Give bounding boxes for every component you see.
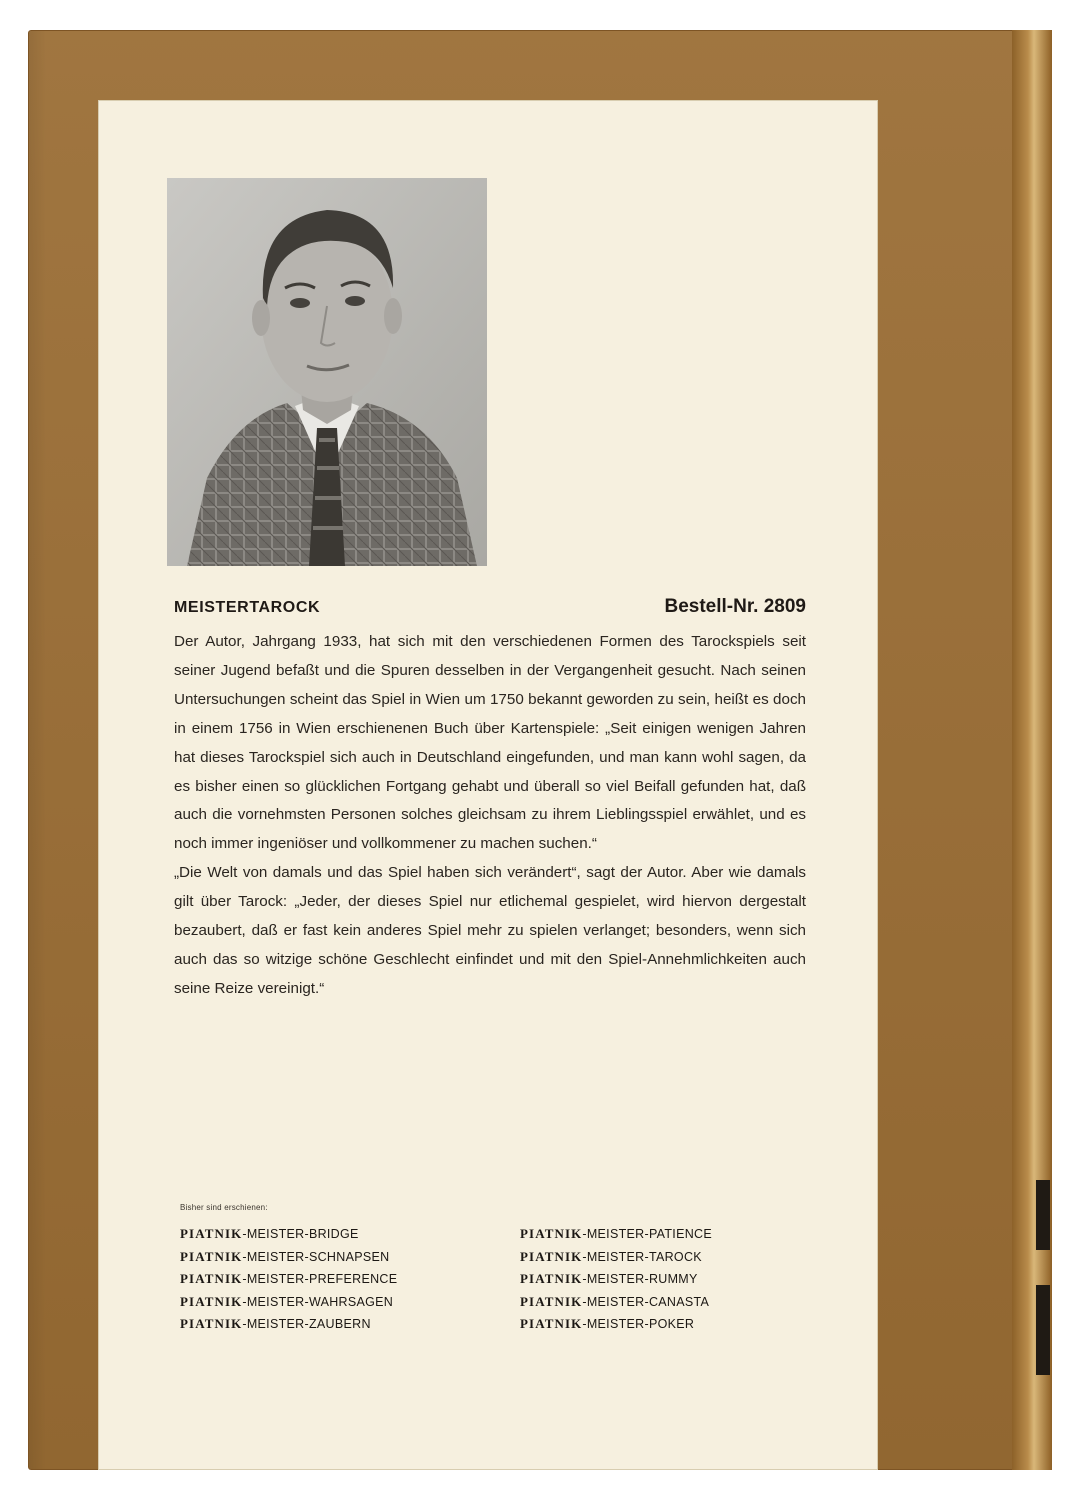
series-list bbox=[180, 1226, 820, 1332]
spine-label-mark bbox=[1036, 1285, 1050, 1375]
brand-name: PIATNIK bbox=[180, 1226, 243, 1241]
series-item bbox=[520, 1226, 820, 1242]
series-title: -MEISTER-RUMMY bbox=[582, 1272, 698, 1286]
description-text bbox=[174, 628, 806, 1004]
series-title: -MEISTER-SCHNAPSEN bbox=[242, 1249, 390, 1264]
brand-name: PIATNIK bbox=[520, 1248, 583, 1264]
series-title: -MEISTER-TAROCK bbox=[582, 1249, 702, 1264]
series-item bbox=[180, 1316, 520, 1332]
series-title: -MEISTER-WAHRSAGEN bbox=[242, 1294, 394, 1309]
description-paragraph: Der Autor, Jahrgang 1933, hat sich mit den verschiedenen Formen des Tarockspiels seit seiner Jugend befaßt und die Spuren desselben in der Vergangenheit gesucht. Nach seinen Untersuchungen scheint das Spiel in Wien um 1750 bekannt geworden zu sein, heißt es doch in einem 1756 in Wien erschienenen Buch über Kartenspiele: „Seit einigen wenigen Jahren hat dieses Tarockspiel sich auch in Deutschland eingefunden, und man kann wohl sagen, da es bisher einen so glücklichen Fortgang gehabt und überall so viel Beifall gefunden hat, daß auch die vornehmsten Personen solches gleichsam zu ihrem Lieblingsspiel erwählet, und es noch immer ingeniöser und vollkommener zu machen suchen.“ bbox=[174, 633, 806, 853]
brand-name: PIATNIK bbox=[180, 1271, 243, 1286]
series-label: Bisher sind erschienen: bbox=[180, 1203, 268, 1212]
brand-name: PIATNIK bbox=[180, 1248, 243, 1264]
series-item bbox=[180, 1249, 520, 1265]
series-item bbox=[520, 1249, 820, 1265]
series-title: -MEISTER-PATIENCE bbox=[582, 1227, 713, 1241]
series-item bbox=[520, 1294, 820, 1310]
brand-name: PIATNIK bbox=[180, 1293, 243, 1309]
series-item bbox=[180, 1226, 520, 1242]
cover-text-panel bbox=[98, 100, 878, 1470]
series-title: -MEISTER-CANASTA bbox=[582, 1294, 710, 1309]
brand-name: PIATNIK bbox=[520, 1316, 583, 1331]
series-item bbox=[180, 1294, 520, 1310]
brand-name: PIATNIK bbox=[520, 1293, 583, 1309]
author-photo bbox=[167, 178, 487, 566]
book-spine-edge bbox=[1012, 30, 1052, 1470]
title-row bbox=[174, 596, 806, 622]
series-item bbox=[520, 1271, 820, 1287]
series-title: -MEISTER-ZAUBERN bbox=[242, 1317, 371, 1331]
series-title: -MEISTER-POKER bbox=[582, 1317, 695, 1331]
brand-name: PIATNIK bbox=[520, 1226, 583, 1241]
brand-name: PIATNIK bbox=[180, 1316, 243, 1331]
brand-name: PIATNIK bbox=[520, 1271, 583, 1286]
series-item bbox=[180, 1271, 520, 1287]
spine-label-mark bbox=[1036, 1180, 1050, 1250]
series-item bbox=[520, 1316, 820, 1332]
book-back-cover bbox=[28, 30, 1052, 1470]
description-paragraph: „Die Welt von damals und das Spiel haben sich verändert“, sagt der Autor. Aber wie damals gilt über Tarock: „Jeder, der dieses Spiel nur etlichemal gespielet, wird hiervon dergestalt bezaubert, daß er fast kein anderes Spiel mehr zu spielen verlanget; besonders, wenn sich auch das so witzige schöne Geschlecht einfindet und mit den Spiel-Annehmlichkeiten auch seine Reize vereinigt.“ bbox=[174, 864, 806, 997]
book-title: MEISTERTAROCK bbox=[174, 599, 321, 616]
order-number: Bestell-Nr. 2809 bbox=[664, 596, 806, 617]
series-title: -MEISTER-BRIDGE bbox=[242, 1227, 359, 1241]
series-title: -MEISTER-PREFERENCE bbox=[242, 1272, 398, 1286]
